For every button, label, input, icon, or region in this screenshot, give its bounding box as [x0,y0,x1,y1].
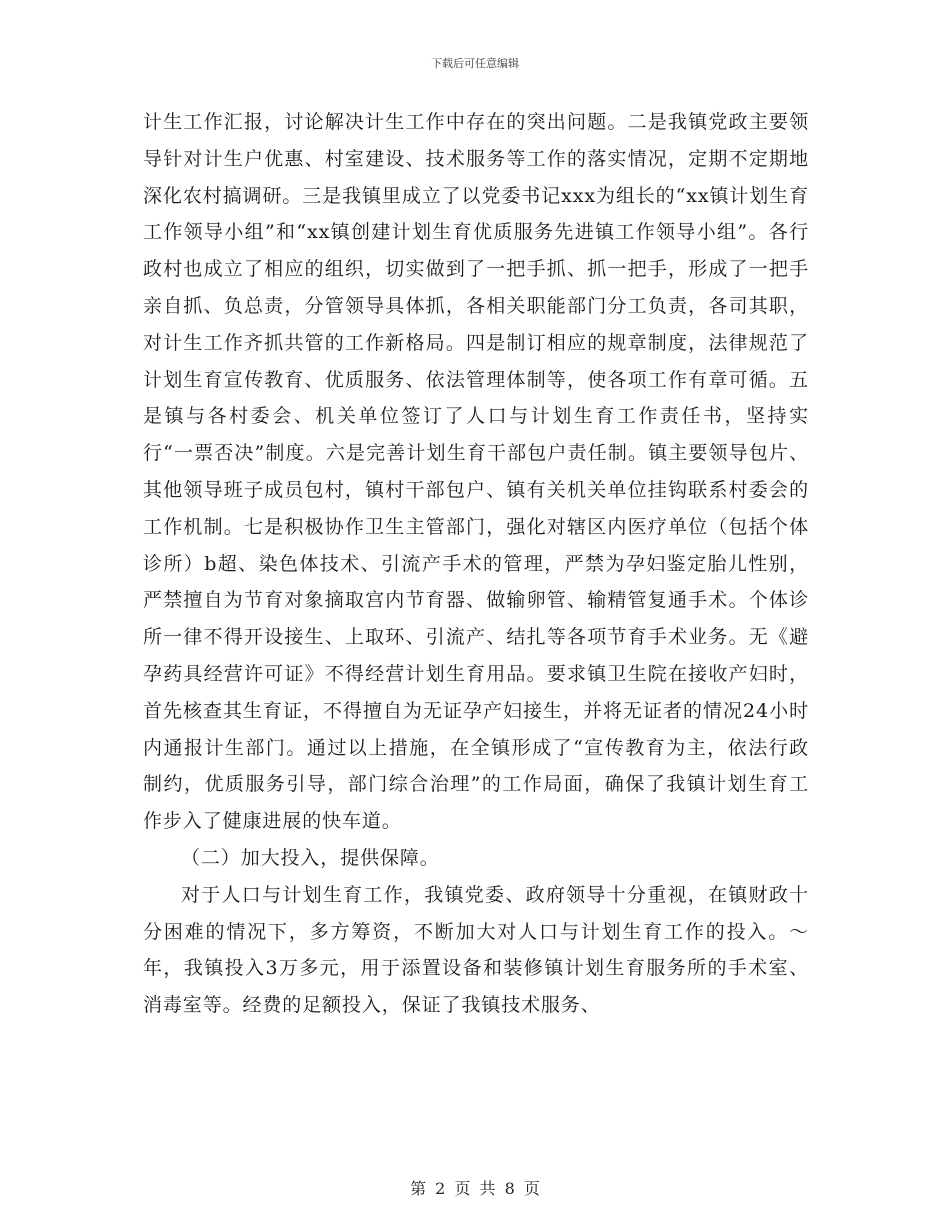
header-note: 下载后可任意编辑 [431,57,519,70]
page-indicator: 第 2 页 共 8 页 [410,1179,540,1198]
paragraph: 对于人口与计划生育工作，我镇党委、政府领导十分重视，在镇财政十分困难的情况下，多方筹资，不断加大对人口与计划生育工作的投入。～年，我镇投入3万多元，用于添置设备和装修镇计划生育服务所的手术室、消毒室等。经费的足额投入，保证了我镇技术服务、 [143,883,809,1017]
paragraph-continued: 计生工作汇报，讨论解决计生工作中存在的突出问题。二是我镇党政主要领导针对计生户优惠、村室建设、技术服务等工作的落实情况，定期不定期地深化农村搞调研。三是我镇里成立了以党委书记xxx为组长的“xx镇计划生育工作领导小组”和“xx镇创建计划生育优质服务先进镇工作领导小组”。各行政村也成立了相应的组织，切实做到了一把手抓、抓一把手，形成了一把手亲自抓、负总责，分管领导具体抓，各相关职能部门分工负责，各司其职，对计生工作齐抓共管的工作新格局。四是制订相应的规章制度，法律规范了计划生育宣传教育、优质服务、依法管理体制等，使各项工作有章可循。五是镇与各村委会、机关单位签订了人口与计划生育工作责任书，坚持实行“一票否决”制度。六是完善计划生育干部包户责任制。镇主要领导包片、其他领导班子成员包村，镇村干部包户、镇有关机关单位挂钩联系村委会的工作机制。七是积极协作卫生主管部门，强化对辖区内医疗单位（包括个体诊所）b超、染色体技术、引流产手术的管理，严禁为孕妇鉴定胎儿性别，严禁擅自为节育对象摘取宫内节育器、做输卵管、输精管复通手术。个体诊所一律不得开设接生、上取环、引流产、结扎等各项节育手术业务。无《避孕药具经营许可证》不得经营计划生育用品。要求镇卫生院在接收产妇时，首先核查其生育证，不得擅自为无证孕产妇接生，并将无证者的情况24小时内通报计生部门。通过以上措施，在全镇形成了“宣传教育为主，依法行政制约，优质服务引导，部门综合治理”的工作局面，确保了我镇计划生育工作步入了健康进展的快车道。 [143,111,809,833]
document-body [143,104,809,1024]
section-heading: （二）加大投入，提供保障。 [181,846,440,869]
